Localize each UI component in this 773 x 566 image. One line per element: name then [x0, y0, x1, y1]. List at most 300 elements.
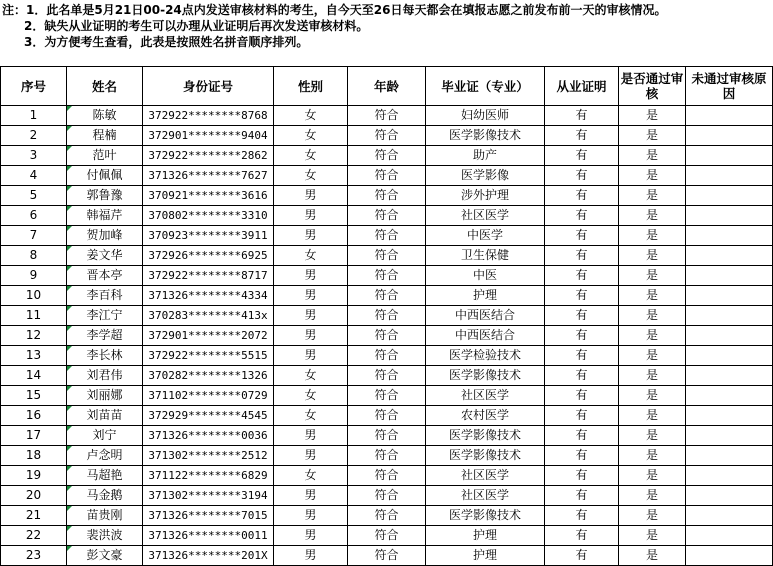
cell-sex-text: 女	[304, 168, 317, 182]
comment-marker-icon	[67, 166, 72, 171]
cell-sex[interactable]	[274, 466, 348, 486]
cell-major[interactable]	[426, 126, 545, 146]
table-row	[1, 186, 773, 206]
cell-no-text: 22	[25, 528, 42, 542]
cell-no[interactable]	[1, 486, 67, 506]
cell-reason[interactable]	[686, 406, 773, 426]
cell-sex[interactable]	[274, 526, 348, 546]
cell-reason[interactable]	[686, 426, 773, 446]
cell-no[interactable]	[1, 126, 67, 146]
cell-cert[interactable]	[545, 186, 619, 206]
cell-cert[interactable]	[545, 206, 619, 226]
cell-pass[interactable]	[619, 446, 686, 466]
cell-sex[interactable]	[274, 106, 348, 126]
cell-no[interactable]	[1, 346, 67, 366]
cell-pass[interactable]	[619, 326, 686, 346]
table-row	[1, 346, 773, 366]
cell-name[interactable]	[67, 286, 143, 306]
cell-age[interactable]	[348, 186, 426, 206]
cell-id[interactable]	[143, 346, 274, 366]
cell-pass[interactable]	[619, 546, 686, 566]
header-cell-cert[interactable]: 从业证明	[545, 67, 619, 106]
cell-id[interactable]	[143, 366, 274, 386]
cell-cert[interactable]	[545, 426, 619, 446]
cell-sex-text: 男	[304, 228, 317, 242]
cell-sex[interactable]	[274, 246, 348, 266]
cell-id-text: 372901********2072	[148, 329, 268, 342]
cell-sex[interactable]	[274, 486, 348, 506]
cell-age-text: 符合	[374, 328, 399, 342]
cell-pass[interactable]	[619, 306, 686, 326]
cell-age[interactable]	[348, 306, 426, 326]
cell-reason[interactable]	[686, 246, 773, 266]
cell-pass[interactable]	[619, 226, 686, 246]
cell-id-text: 371326********4334	[148, 289, 268, 302]
cell-no[interactable]	[1, 426, 67, 446]
cell-reason[interactable]	[686, 326, 773, 346]
cell-no[interactable]	[1, 386, 67, 406]
cell-cert[interactable]	[545, 406, 619, 426]
cell-no[interactable]	[1, 306, 67, 326]
header-cell-major[interactable]: 毕业证（专业）	[426, 67, 545, 106]
cell-id-text: 370282********1326	[148, 369, 268, 382]
cell-name[interactable]	[67, 526, 143, 546]
cell-cert[interactable]	[545, 446, 619, 466]
cell-id[interactable]	[143, 146, 274, 166]
cell-major[interactable]	[426, 106, 545, 126]
cell-major[interactable]	[426, 546, 545, 566]
cell-id-text: 371326********0011	[148, 529, 268, 542]
table-row	[1, 226, 773, 246]
cell-sex[interactable]	[274, 226, 348, 246]
table-row	[1, 446, 773, 466]
comment-marker-icon	[67, 266, 72, 271]
cell-name-text: 晋本亭	[86, 268, 123, 282]
cell-no[interactable]	[1, 206, 67, 226]
cell-age[interactable]	[348, 246, 426, 266]
header-cell-age[interactable]: 年龄	[348, 67, 426, 106]
cell-reason[interactable]	[686, 306, 773, 326]
cell-name[interactable]	[67, 446, 143, 466]
cell-pass[interactable]	[619, 406, 686, 426]
cell-id[interactable]	[143, 506, 274, 526]
cell-reason[interactable]	[686, 166, 773, 186]
cell-id[interactable]	[143, 406, 274, 426]
cell-reason[interactable]	[686, 526, 773, 546]
cell-major[interactable]	[426, 286, 545, 306]
cell-pass[interactable]	[619, 246, 686, 266]
cell-sex[interactable]	[274, 546, 348, 566]
cell-age[interactable]	[348, 226, 426, 246]
cell-reason[interactable]	[686, 266, 773, 286]
cell-reason[interactable]	[686, 506, 773, 526]
comment-marker-icon	[67, 306, 72, 311]
header-cell-pass[interactable]: 是否通过审核	[619, 67, 686, 106]
cell-age[interactable]	[348, 426, 426, 446]
cell-no[interactable]	[1, 286, 67, 306]
cell-id[interactable]	[143, 386, 274, 406]
cell-no-text: 1	[29, 108, 38, 122]
cell-cert[interactable]	[545, 146, 619, 166]
cell-cert-text: 有	[575, 208, 588, 222]
cell-reason[interactable]	[686, 226, 773, 246]
cell-no[interactable]	[1, 246, 67, 266]
cell-cert[interactable]	[545, 346, 619, 366]
cell-name[interactable]	[67, 406, 143, 426]
cell-sex-text: 男	[304, 448, 317, 462]
cell-major[interactable]	[426, 506, 545, 526]
cell-name[interactable]	[67, 426, 143, 446]
cell-sex-text: 女	[304, 108, 317, 122]
cell-pass[interactable]	[619, 266, 686, 286]
cell-name[interactable]	[67, 206, 143, 226]
cell-id[interactable]	[143, 286, 274, 306]
cell-major[interactable]	[426, 386, 545, 406]
cell-cert[interactable]	[545, 266, 619, 286]
cell-reason[interactable]	[686, 186, 773, 206]
cell-sex[interactable]	[274, 286, 348, 306]
cell-name[interactable]	[67, 386, 143, 406]
cell-name[interactable]	[67, 326, 143, 346]
cell-pass-text: 是	[645, 528, 658, 542]
table-row	[1, 266, 773, 286]
cell-no[interactable]	[1, 546, 67, 566]
cell-pass[interactable]	[619, 346, 686, 366]
cell-reason[interactable]	[686, 466, 773, 486]
cell-id[interactable]	[143, 306, 274, 326]
cell-pass[interactable]	[619, 186, 686, 206]
cell-pass-text: 是	[645, 308, 658, 322]
cell-id[interactable]	[143, 526, 274, 546]
cell-cert-text: 有	[575, 248, 588, 262]
cell-cert-text: 有	[575, 328, 588, 342]
cell-sex[interactable]	[274, 126, 348, 146]
cell-age[interactable]	[348, 446, 426, 466]
cell-major[interactable]	[426, 166, 545, 186]
cell-no-text: 10	[25, 288, 42, 302]
cell-pass[interactable]	[619, 486, 686, 506]
cell-id[interactable]	[143, 546, 274, 566]
cell-cert-text: 有	[575, 548, 588, 562]
table-row	[1, 206, 773, 226]
cell-age[interactable]	[348, 166, 426, 186]
cell-cert[interactable]	[545, 166, 619, 186]
cell-cert[interactable]	[545, 466, 619, 486]
cell-sex[interactable]	[274, 206, 348, 226]
cell-id[interactable]	[143, 246, 274, 266]
cell-no[interactable]	[1, 266, 67, 286]
cell-id[interactable]	[143, 266, 274, 286]
cell-sex[interactable]	[274, 186, 348, 206]
cell-no[interactable]	[1, 446, 67, 466]
cell-reason[interactable]	[686, 366, 773, 386]
cell-name-text: 苗贵刚	[86, 508, 123, 522]
cell-sex[interactable]	[274, 266, 348, 286]
cell-name[interactable]	[67, 146, 143, 166]
cell-pass[interactable]	[619, 146, 686, 166]
cell-cert[interactable]	[545, 486, 619, 506]
cell-cert[interactable]	[545, 306, 619, 326]
cell-name[interactable]	[67, 346, 143, 366]
cell-sex-text: 男	[304, 208, 317, 222]
cell-id-text: 370921********3616	[148, 189, 268, 202]
cell-major-text: 社区医学	[460, 468, 509, 482]
cell-pass[interactable]	[619, 366, 686, 386]
cell-major[interactable]	[426, 246, 545, 266]
cell-name[interactable]	[67, 226, 143, 246]
cell-name[interactable]	[67, 126, 143, 146]
cell-name-text: 郭鲁豫	[86, 188, 123, 202]
comment-marker-icon	[67, 526, 72, 531]
cell-id[interactable]	[143, 126, 274, 146]
review-table	[0, 66, 773, 566]
cell-pass[interactable]	[619, 126, 686, 146]
header-cell-no[interactable]: 序号	[1, 67, 67, 106]
cell-cert[interactable]	[545, 246, 619, 266]
cell-sex[interactable]	[274, 386, 348, 406]
cell-major-text: 医学检验技术	[448, 348, 521, 362]
cell-no-text: 17	[25, 428, 42, 442]
cell-pass[interactable]	[619, 526, 686, 546]
cell-major[interactable]	[426, 186, 545, 206]
cell-reason[interactable]	[686, 106, 773, 126]
cell-name[interactable]	[67, 166, 143, 186]
cell-name-text: 刘苗苗	[86, 408, 123, 422]
cell-age[interactable]	[348, 326, 426, 346]
cell-no[interactable]	[1, 226, 67, 246]
cell-major-text: 社区医学	[460, 388, 509, 402]
cell-age[interactable]	[348, 206, 426, 226]
cell-major[interactable]	[426, 406, 545, 426]
cell-id[interactable]	[143, 106, 274, 126]
cell-name-text: 李百科	[86, 288, 123, 302]
cell-age-text: 符合	[374, 108, 399, 122]
cell-no[interactable]	[1, 526, 67, 546]
cell-id[interactable]	[143, 206, 274, 226]
cell-major[interactable]	[426, 146, 545, 166]
cell-age[interactable]	[348, 266, 426, 286]
table-row	[1, 386, 773, 406]
cell-name-text: 刘君伟	[86, 368, 123, 382]
cell-major[interactable]	[426, 266, 545, 286]
cell-age[interactable]	[348, 346, 426, 366]
cell-name[interactable]	[67, 486, 143, 506]
cell-cert-text: 有	[575, 308, 588, 322]
note-line-3: 3．为方便考生查看，此表是按照姓名拼音顺序排列。	[24, 35, 309, 49]
cell-sex[interactable]	[274, 366, 348, 386]
cell-major[interactable]	[426, 326, 545, 346]
cell-name-text: 付佩佩	[86, 168, 123, 182]
cell-reason[interactable]	[686, 146, 773, 166]
cell-id[interactable]	[143, 166, 274, 186]
cell-age-text: 符合	[374, 148, 399, 162]
cell-cert[interactable]	[545, 106, 619, 126]
cell-sex[interactable]	[274, 446, 348, 466]
cell-major[interactable]	[426, 346, 545, 366]
cell-reason[interactable]	[686, 486, 773, 506]
cell-pass[interactable]	[619, 386, 686, 406]
cell-age[interactable]	[348, 126, 426, 146]
cell-pass[interactable]	[619, 286, 686, 306]
cell-no[interactable]	[1, 146, 67, 166]
cell-major-text: 社区医学	[460, 488, 509, 502]
cell-id[interactable]	[143, 446, 274, 466]
cell-name-text: 贺加峰	[86, 228, 123, 242]
cell-name-text: 彭文豪	[86, 548, 123, 562]
cell-name-text: 裴洪波	[86, 528, 123, 542]
cell-id[interactable]	[143, 466, 274, 486]
cell-id-text: 371102********0729	[148, 389, 268, 402]
cell-age[interactable]	[348, 466, 426, 486]
cell-cert[interactable]	[545, 546, 619, 566]
cell-no[interactable]	[1, 106, 67, 126]
cell-no-text: 11	[25, 308, 42, 322]
cell-reason[interactable]	[686, 126, 773, 146]
cell-age[interactable]	[348, 546, 426, 566]
cell-sex[interactable]	[274, 406, 348, 426]
cell-id-text: 370802********3310	[148, 209, 268, 222]
cell-reason[interactable]	[686, 206, 773, 226]
cell-cert[interactable]	[545, 286, 619, 306]
cell-cert[interactable]	[545, 526, 619, 546]
cell-major[interactable]	[426, 446, 545, 466]
header-cell-id[interactable]: 身份证号	[143, 67, 274, 106]
header-cell-reason[interactable]: 未通过审核原因	[686, 67, 773, 106]
cell-age[interactable]	[348, 366, 426, 386]
cell-pass[interactable]	[619, 506, 686, 526]
cell-pass[interactable]	[619, 106, 686, 126]
cell-cert-text: 有	[575, 408, 588, 422]
cell-name[interactable]	[67, 466, 143, 486]
cell-reason[interactable]	[686, 546, 773, 566]
cell-cert[interactable]	[545, 326, 619, 346]
cell-cert[interactable]	[545, 506, 619, 526]
cell-no-text: 8	[29, 248, 38, 262]
cell-no-text: 7	[29, 228, 38, 242]
cell-name[interactable]	[67, 306, 143, 326]
cell-no[interactable]	[1, 466, 67, 486]
cell-name-text: 姜文华	[86, 248, 123, 262]
cell-major[interactable]	[426, 486, 545, 506]
cell-major[interactable]	[426, 206, 545, 226]
cell-reason[interactable]	[686, 286, 773, 306]
cell-cert[interactable]	[545, 386, 619, 406]
comment-marker-icon	[67, 466, 72, 471]
cell-age[interactable]	[348, 486, 426, 506]
cell-sex[interactable]	[274, 306, 348, 326]
cell-age-text: 符合	[374, 228, 399, 242]
header-cell-name[interactable]: 姓名	[67, 67, 143, 106]
table-row	[1, 286, 773, 306]
cell-no-text: 23	[25, 548, 42, 562]
cell-id[interactable]	[143, 326, 274, 346]
cell-sex[interactable]	[274, 166, 348, 186]
cell-reason[interactable]	[686, 346, 773, 366]
cell-major[interactable]	[426, 366, 545, 386]
cell-major-text: 社区医学	[460, 208, 509, 222]
cell-pass[interactable]	[619, 206, 686, 226]
cell-id-text: 372929********4545	[148, 409, 268, 422]
cell-age-text: 符合	[374, 188, 399, 202]
header-cell-sex[interactable]: 性别	[274, 67, 348, 106]
cell-pass[interactable]	[619, 166, 686, 186]
cell-age[interactable]	[348, 406, 426, 426]
cell-cert[interactable]	[545, 366, 619, 386]
cell-age-text: 符合	[374, 508, 399, 522]
cell-name-text: 李学超	[86, 328, 123, 342]
cell-major[interactable]	[426, 466, 545, 486]
cell-id[interactable]	[143, 486, 274, 506]
cell-age[interactable]	[348, 286, 426, 306]
cell-no[interactable]	[1, 406, 67, 426]
cell-age[interactable]	[348, 146, 426, 166]
cell-age-text: 符合	[374, 408, 399, 422]
cell-sex[interactable]	[274, 426, 348, 446]
cell-cert-text: 有	[575, 428, 588, 442]
cell-name[interactable]	[67, 506, 143, 526]
cell-pass[interactable]	[619, 466, 686, 486]
cell-cert[interactable]	[545, 126, 619, 146]
cell-pass[interactable]	[619, 426, 686, 446]
cell-id[interactable]	[143, 226, 274, 246]
cell-major[interactable]	[426, 226, 545, 246]
cell-name[interactable]	[67, 106, 143, 126]
cell-reason[interactable]	[686, 446, 773, 466]
cell-age[interactable]	[348, 386, 426, 406]
cell-no[interactable]	[1, 326, 67, 346]
cell-major-text: 中医	[472, 268, 497, 282]
cell-no[interactable]	[1, 166, 67, 186]
cell-id-text: 370283********413x	[148, 309, 268, 322]
cell-major[interactable]	[426, 426, 545, 446]
cell-sex[interactable]	[274, 146, 348, 166]
cell-major-text: 医学影像技术	[448, 368, 521, 382]
cell-reason[interactable]	[686, 386, 773, 406]
cell-no[interactable]	[1, 506, 67, 526]
cell-name-text: 李江宁	[86, 308, 123, 322]
cell-cert[interactable]	[545, 226, 619, 246]
cell-sex[interactable]	[274, 326, 348, 346]
cell-major[interactable]	[426, 526, 545, 546]
cell-major[interactable]	[426, 306, 545, 326]
cell-id[interactable]	[143, 426, 274, 446]
cell-no[interactable]	[1, 366, 67, 386]
cell-name[interactable]	[67, 546, 143, 566]
cell-pass-text: 是	[645, 108, 658, 122]
cell-name[interactable]	[67, 246, 143, 266]
cell-sex-text: 男	[304, 508, 317, 522]
cell-pass-text: 是	[645, 208, 658, 222]
cell-age[interactable]	[348, 106, 426, 126]
cell-id[interactable]	[143, 186, 274, 206]
cell-age[interactable]	[348, 506, 426, 526]
cell-age[interactable]	[348, 526, 426, 546]
table-row	[1, 146, 773, 166]
cell-sex[interactable]	[274, 346, 348, 366]
cell-sex[interactable]	[274, 506, 348, 526]
cell-name[interactable]	[67, 186, 143, 206]
cell-id-text: 372922********8768	[148, 109, 268, 122]
cell-id-text: 372901********9404	[148, 129, 268, 142]
cell-major-text: 护理	[472, 288, 497, 302]
cell-name[interactable]	[67, 266, 143, 286]
cell-no[interactable]	[1, 186, 67, 206]
cell-pass-text: 是	[645, 168, 658, 182]
comment-marker-icon	[67, 346, 72, 351]
cell-no-text: 14	[25, 368, 42, 382]
cell-name[interactable]	[67, 366, 143, 386]
comment-marker-icon	[67, 246, 72, 251]
